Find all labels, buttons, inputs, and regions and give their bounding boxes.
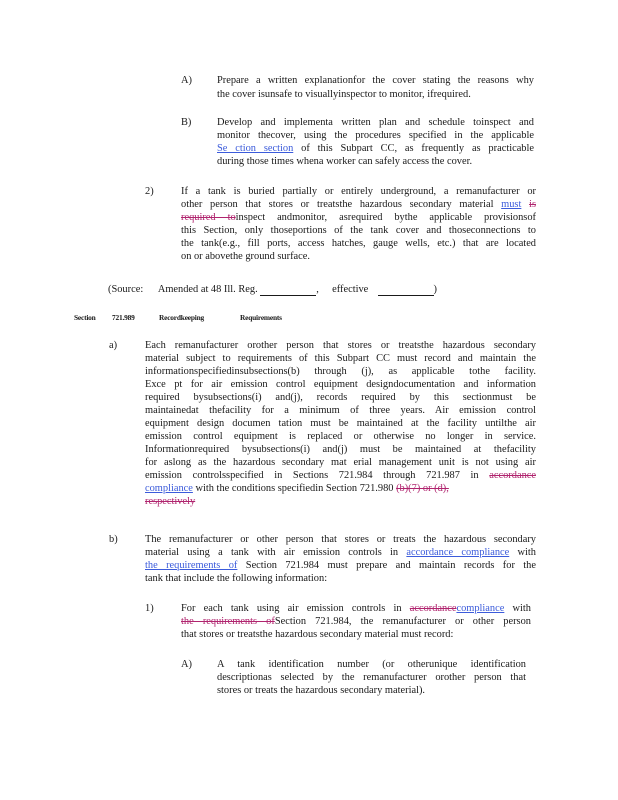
text-line [181,602,531,615]
text-line: maintainedat thefacility for a minimum of three years. Air emission control [145,405,536,416]
deleted-text: required to [181,212,236,223]
text-span: with the conditions specifiedin Section 721.980 [192,483,397,494]
text-line: the cover isunsafe to visuallyinspector to monitor, ifrequired. [217,89,471,100]
text-span: inspect andmonitor, asrequired bythe applicable provisionsof [235,212,537,223]
text-line [145,495,536,508]
item-A-text-last [217,88,534,101]
deleted-text: (b)(7) or (d), [396,483,449,494]
item-label-2: 2) [145,186,154,197]
text-line: Exce pt for air emission control equipment designdocumentation and information [145,379,536,390]
text-line [217,142,534,155]
section-title-2: Requirements [240,313,282,322]
source-amended: Amended at 48 Ill. Reg. [157,284,258,295]
text-line: on or abovethe ground surface. [181,251,310,262]
text-line: A tank identification number (or otherunique identification [217,659,526,670]
text-line [145,469,536,482]
text-span: with [509,547,536,558]
text-line: for aslong as the hazardous secondary mat erial management unit is not using air [145,457,536,468]
para-label-b: b) [109,534,118,545]
text-line [145,482,536,495]
text-line [145,546,536,559]
deleted-text: accordance [489,470,536,481]
deleted-text: accordance [409,603,457,614]
text-line: required bysubsections(i) and(j), records required by this sectionmust be [145,392,536,403]
source-close: ) [433,284,437,295]
text-line: informationspecifiedinsubsections(b) through (j), as applicable tothe facility. [145,366,536,377]
item-B-text [217,116,534,168]
text-line: Develop and implementa written plan and schedule toinspect and [217,117,534,128]
item-label-A2: A) [181,659,192,670]
item-label-1: 1) [145,603,154,614]
item-label-A: A) [181,75,192,86]
deleted-text: is [529,199,536,210]
text-span: with [504,603,531,614]
para-b-text [145,533,536,585]
item-A-text [217,74,534,87]
inserted-text: compliance [145,483,193,494]
section-title-1: Recordkeeping [159,313,205,322]
text-span: of this Subpart CC, as frequently as practicable [293,143,535,154]
text-line: during those times whena worker can safely access the cover. [217,156,473,167]
inserted-text: compliance [456,603,505,614]
text-line: stores or treats the hazardous secondary material). [217,685,426,696]
text-span: emission controlsspecified in Sections 721.984 through 721.987 in [145,470,490,481]
text-span: For each tank using air emission controls in [181,603,410,614]
text-line: material subject to requirements of this Subpart CC must record and maintain the [145,353,536,364]
effective-date-blank [378,284,434,296]
text-line [181,211,536,224]
section-word: Section [74,313,96,322]
text-line: descriptionas selected by the remanufacturer orother person that [217,672,526,683]
text-line: this Section, only thoseportions of the tank cover and thoseconnections to [181,225,536,236]
text-line [145,559,536,572]
text-line [181,615,531,628]
text-line [181,198,536,211]
item-label-B: B) [181,117,192,128]
text-span: Section 721.984 must prepare and maintain records for the [237,560,536,571]
source-effective: effective [332,284,369,295]
text-line: the tank(e.g., fill ports, access hatches, gauge wells, etc.) that are located [181,238,536,249]
source-note [108,283,468,296]
text-line: emission control equipment is replaced or otherwise no longer in service. [145,431,536,442]
source-open: (Source: [108,284,144,295]
text-line: Prepare a written explanationfor the cover stating the reasons why [217,75,534,86]
source-comma: , [316,284,319,295]
item-2-text [181,185,536,263]
text-line: equipment design documen tation must be maintained at the facility untilthe air [145,418,536,429]
para-label-a: a) [109,340,118,351]
inserted-text: the requirements of [145,560,238,571]
item-1-text [181,602,531,641]
text-line: Informationrequired bysubsections(i) and(j) must be maintained at thefacility [145,444,536,455]
text-line: tank that include the following information: [145,573,328,584]
text-line: Each remanufacturer orother person that stores or treatsthe hazardous secondary [145,340,536,351]
deleted-text: the requirements of [181,616,275,627]
text-line: monitor thecover, using the procedures specified in the applicable [217,130,534,141]
para-a-text [145,339,536,508]
text-span: other person that stores or treatsthe hazardous secondary material [181,199,502,210]
deleted-text: respectively [145,496,196,507]
inserted-text: must [501,199,522,210]
inserted-text: accordance compliance [406,547,510,558]
text-line: that stores or treatsthe hazardous secondary material must record: [181,629,454,640]
text-span: Section 721.984, the remanufacturer or other person [274,616,531,627]
section-number: 721.989 [112,313,135,322]
item-A2-text [217,658,526,697]
reg-blank [260,284,316,296]
text-line: If a tank is buried partially or entirely underground, a remanufacturer or [181,186,536,197]
inserted-text: Se ction section [217,143,294,154]
text-span: material using a tank with air emission controls in [145,547,407,558]
text-line: The remanufacturer or other person that stores or treats the hazardous secondary [145,534,536,545]
